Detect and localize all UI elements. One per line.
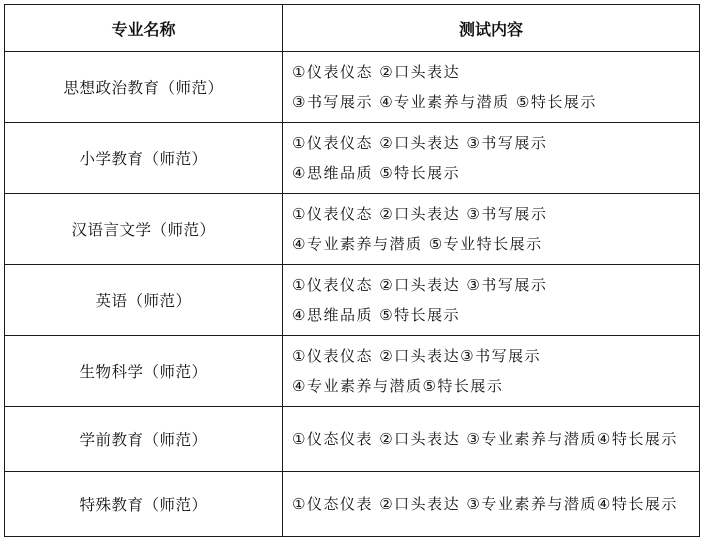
header-row [5, 5, 700, 52]
test-content [283, 336, 700, 407]
header-content: 测试内容 [283, 5, 700, 52]
test-content-line: ①仪表仪态 ②口头表达③书写展示 [292, 347, 542, 365]
major-name: 学前教育（师范） [5, 407, 283, 472]
test-content-line: ④专业素养与潜质 ⑤专业特长展示 [292, 235, 543, 253]
major-name: 生物科学（师范） [5, 336, 283, 407]
table-row [5, 336, 700, 407]
test-content-line: ③书写展示 ④专业素养与潜质 ⑤特长展示 [292, 93, 597, 111]
test-content [283, 194, 700, 265]
test-content [283, 265, 700, 336]
major-name: 思想政治教育（师范） [5, 52, 283, 123]
test-content-line: ①仪态仪表 ②口头表达 ③专业素养与潜质④特长展示 [292, 495, 678, 513]
test-content-line: ①仪表仪态 ②口头表达 [292, 63, 461, 81]
test-content-line: ①仪表仪态 ②口头表达 ③书写展示 [292, 276, 548, 294]
test-content-line: ①仪表仪态 ②口头表达 ③书写展示 [292, 205, 548, 223]
major-name: 特殊教育（师范） [5, 472, 283, 537]
major-name: 小学教育（师范） [5, 123, 283, 194]
table-row [5, 123, 700, 194]
table-row [5, 52, 700, 123]
test-content-line: ①仪态仪表 ②口头表达 ③专业素养与潜质④特长展示 [292, 430, 678, 448]
test-content [283, 407, 700, 472]
major-test-table [4, 4, 700, 537]
test-content-line: ④思维品质 ⑤特长展示 [292, 306, 461, 324]
test-content [283, 52, 700, 123]
table-row [5, 265, 700, 336]
major-name: 汉语言文学（师范） [5, 194, 283, 265]
table-row [5, 194, 700, 265]
test-content-line: ①仪表仪态 ②口头表达 ③书写展示 [292, 134, 548, 152]
table-row [5, 407, 700, 472]
major-name: 英语（师范） [5, 265, 283, 336]
header-major: 专业名称 [5, 5, 283, 52]
test-content [283, 472, 700, 537]
table-row [5, 472, 700, 537]
test-content-line: ④思维品质 ⑤特长展示 [292, 164, 461, 182]
test-content-line: ④专业素养与潜质⑤特长展示 [292, 377, 504, 395]
test-content [283, 123, 700, 194]
